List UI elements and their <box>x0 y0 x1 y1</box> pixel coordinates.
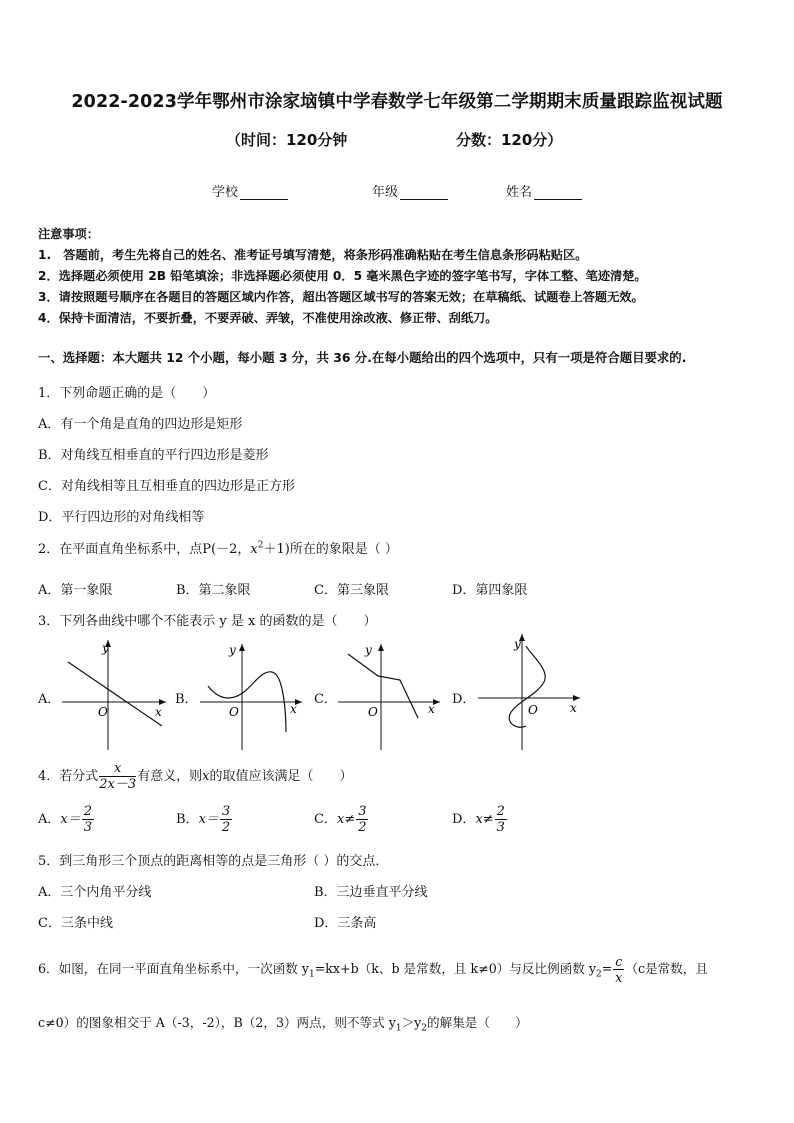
axis-x-label: x <box>428 702 435 716</box>
q6-text: c≠0）的图象相交于 A（-3，-2），B（2，3）两点，则不等式 y <box>38 1015 396 1030</box>
option-lhs: x≠ <box>336 812 356 827</box>
q2-point-start: P(－2， <box>202 542 251 557</box>
grade-blank[interactable] <box>400 185 448 200</box>
q6-sub: 2 <box>595 969 602 980</box>
origin-label: O <box>528 703 538 717</box>
option-label: B． <box>176 812 199 827</box>
q3-graph-d <box>472 630 584 754</box>
q1-option-d[interactable]: D．平行四边形的对角线相等 <box>38 510 205 525</box>
q3-graph-b <box>196 636 306 752</box>
grade-label: 年级 <box>372 185 399 200</box>
frac-den: 3 <box>83 820 93 835</box>
q6-sub: 1 <box>309 969 315 980</box>
q3-label-b[interactable]: B． <box>175 692 198 707</box>
q1-option-b[interactable]: B．对角线互相垂直的平行四边形是菱形 <box>38 448 269 463</box>
q5-stem: 5．到三角形三个顶点的距离相等的点是三角形（ ）的交点． <box>38 854 389 869</box>
q5-option-d[interactable]: D．三条高 <box>314 916 377 931</box>
axis-x-label: x <box>290 702 297 716</box>
q3-graph-a <box>58 636 170 752</box>
q2-stem-end: 所在的象限是（ ） <box>289 542 398 557</box>
axis-y-label: y <box>365 643 372 657</box>
frac-num: 2 <box>83 804 93 819</box>
q6-sub: 2 <box>421 1023 428 1034</box>
option-fraction <box>220 804 232 835</box>
school-blank[interactable] <box>240 185 288 200</box>
q1-option-a[interactable]: A．有一个角是直角的四边形是矩形 <box>38 417 243 432</box>
axis-x-label: x <box>570 701 577 715</box>
q6-text: = <box>601 961 613 976</box>
exam-time: （时间：120分钟 <box>226 131 348 149</box>
q4-fraction <box>99 761 136 792</box>
q3-label-a[interactable]: A． <box>38 692 61 707</box>
option-lhs: x＝ <box>60 812 81 827</box>
q1-option-c[interactable]: C．对角线相等且互相垂直的四边形是正方形 <box>38 479 295 494</box>
q6-stem-line2 <box>38 1012 528 1034</box>
q5-option-a[interactable]: A．三个内角平分线 <box>38 885 152 900</box>
notes-heading: 注意事项： <box>38 227 99 241</box>
q2-stem-start: 2．在平面直角坐标系中，点 <box>38 542 203 557</box>
note-item: 3．请按照题号顺序在各题目的答题区域内作答，超出答题区域书写的答案无效；在草稿纸、试题卷上答题无效。 <box>38 290 644 304</box>
school-field <box>212 181 288 200</box>
q3-stem: 3．下列各曲线中哪个不能表示 y 是 x 的函数的是（ ） <box>38 614 377 629</box>
q6-fraction <box>613 954 624 985</box>
q6-sub: 1 <box>395 1023 402 1034</box>
q6-frac-num: c <box>615 954 623 969</box>
q6-text: （c是常数，且 <box>625 961 708 976</box>
name-label: 姓名 <box>506 185 533 200</box>
grade-field <box>372 181 448 200</box>
exam-score: 分数：120分） <box>456 131 563 149</box>
axis-y-label: y <box>514 637 521 651</box>
axis-y-label: y <box>229 643 236 657</box>
q4-stem-mid: 有意义，则 <box>137 769 203 784</box>
option-label: D． <box>452 812 476 827</box>
name-blank[interactable] <box>534 185 582 200</box>
page-title: 2022-2023学年鄂州市涂家垴镇中学春数学七年级第二学期期末质量跟踪监视试题 <box>71 92 723 112</box>
note-item: 4．保持卡面清洁，不要折叠，不要弄破、弄皱，不准使用涂改液、修正带、刮纸刀。 <box>38 311 498 325</box>
q6-text: =kx+b（k、b 是常数，且 k≠0）与反比例函数 y <box>314 961 596 976</box>
q2-option-d[interactable]: D．第四象限 <box>452 583 528 598</box>
q6-stem-line1 <box>38 954 708 985</box>
q6-text: 的解集是（ ） <box>427 1015 528 1030</box>
axis-x-label: x <box>155 705 162 719</box>
option-fraction <box>82 804 94 835</box>
option-lhs: x≠ <box>475 812 494 827</box>
frac-num: 3 <box>358 804 367 819</box>
axis-y-label: y <box>102 641 109 655</box>
q4-option-d[interactable] <box>452 804 508 835</box>
q2-var: x <box>250 542 258 557</box>
q2-option-b[interactable]: B．第二象限 <box>176 583 251 598</box>
option-label: A． <box>38 812 61 827</box>
q4-option-a[interactable] <box>38 804 95 835</box>
frac-den: 3 <box>496 820 505 835</box>
q3-graph-c <box>334 636 444 752</box>
school-label: 学校 <box>212 185 239 200</box>
note-item: 2．选择题必须使用 2B 铅笔填涂；非选择题必须使用 0．5 毫米黑色字迹的签字笔书写，字体工整、笔迹清楚。 <box>38 269 647 283</box>
origin-label: O <box>368 705 378 719</box>
frac-den: 2 <box>358 820 367 835</box>
q4-stem-end: 的取值应该满足（ ） <box>209 769 353 784</box>
q2-point-end: ＋1) <box>263 542 290 557</box>
name-field <box>506 181 582 200</box>
q2-stem <box>38 538 398 557</box>
option-fraction <box>356 804 368 835</box>
q5-option-c[interactable]: C．三条中线 <box>38 916 113 931</box>
notes-block <box>38 224 758 329</box>
q2-exp: 2 <box>257 540 264 551</box>
q4-var: x <box>202 769 210 784</box>
q4-frac-den: 2x－3 <box>99 777 137 792</box>
q3-label-c[interactable]: C． <box>314 692 337 707</box>
q4-option-b[interactable] <box>176 804 233 835</box>
q2-option-c[interactable]: C．第三象限 <box>314 583 389 598</box>
q4-stem-start: 4．若分式 <box>38 769 99 784</box>
section-heading: 一、选择题：本大题共 12 个小题，每小题 3 分，共 36 分.在每小题给出的四个选项中，只有一项是符合题目要求的. <box>38 350 687 365</box>
q6-text: ＞y <box>401 1015 422 1030</box>
q4-frac-num: x <box>99 761 136 777</box>
q6-frac-den: x <box>615 970 623 985</box>
q4-option-c[interactable] <box>314 804 369 835</box>
frac-den: 2 <box>221 820 231 835</box>
option-lhs: x＝ <box>198 812 219 827</box>
q2-option-a[interactable]: A．第一象限 <box>38 583 113 598</box>
q5-option-b[interactable]: B．三边垂直平分线 <box>314 885 428 900</box>
q4-stem <box>38 761 353 792</box>
origin-label: O <box>229 705 239 719</box>
q3-label-d[interactable]: D． <box>452 692 476 707</box>
origin-label: O <box>98 705 108 719</box>
option-fraction <box>495 804 507 835</box>
note-item: 1. 答题前，考生先将自己的姓名、准考证号填写清楚，将条形码准确粘贴在考生信息条形码粘贴区。 <box>38 248 588 262</box>
q1-stem: 1．下列命题正确的是（ ） <box>38 386 216 401</box>
frac-num: 2 <box>496 804 505 819</box>
frac-num: 3 <box>221 804 231 819</box>
option-label: C． <box>314 812 337 827</box>
q6-text: 6．如图，在同一平面直角坐标系中，一次函数 y <box>38 961 310 976</box>
